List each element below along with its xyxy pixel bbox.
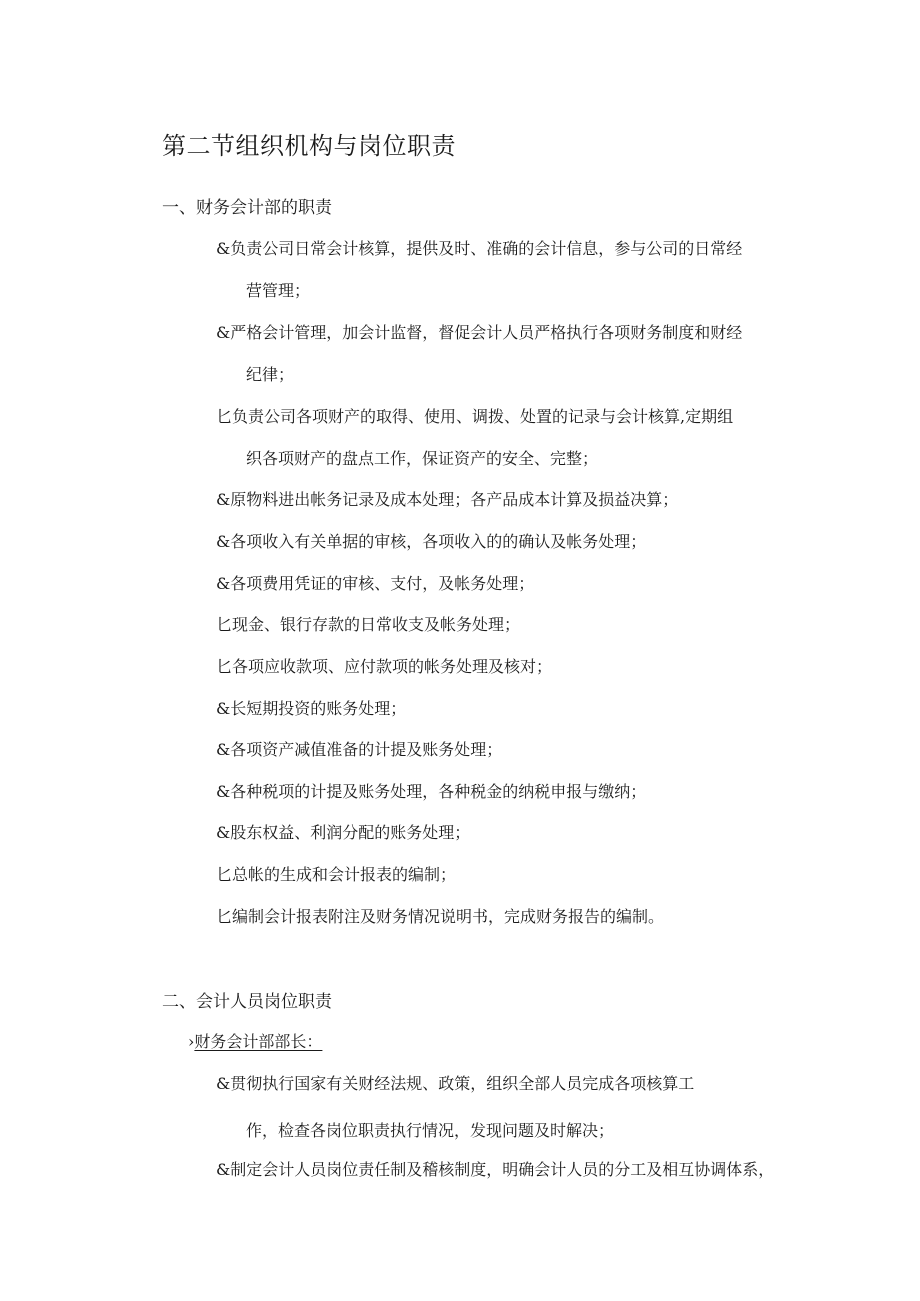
section-heading-finance-dept: 一、财务会计部的职责	[162, 198, 332, 218]
duty-line: 匕各项应收款项、应付款项的帐务处理及核对；	[216, 657, 553, 676]
duty-line: &原物料进出帐务记录及成本处理；各产品成本计算及损益决算；	[216, 490, 679, 509]
duty-line: &严格会计管理，加会计监督，督促会计人员严格执行各项财务制度和财经	[216, 323, 743, 342]
role-marker: ›	[188, 1032, 195, 1051]
duty-line: &各项费用凭证的审核、支付，及帐务处理；	[216, 574, 535, 593]
duty-line: &制定会计人员岗位责任制及稽核制度，明确会计人员的分工及相互协调体系，	[216, 1160, 775, 1179]
duty-line: 匕负责公司各项财产的取得、使用、调拨、处置的记录与会计核算,定期组	[216, 407, 734, 426]
duty-line-continuation: 营管理；	[246, 281, 311, 300]
section-heading-accounting-staff: 二、会计人员岗位职责	[162, 992, 332, 1012]
role-label: 财务会计部部长：	[194, 1032, 323, 1051]
page-title: 第二节组织机构与岗位职责	[162, 132, 456, 160]
duty-line: &贯彻执行国家有关财经法规、政策，组织全部人员完成各项核算工	[216, 1074, 695, 1093]
duty-line: &各种税项的计提及账务处理，各种税金的纳税申报与缴纳；	[216, 782, 647, 801]
duty-line: &各项资产减值准备的计提及账务处理；	[216, 740, 503, 759]
duty-line: 匕现金、银行存款的日常收支及帐务处理；	[216, 615, 521, 634]
duty-line: &各项收入有关单据的审核，各项收入的的确认及帐务处理；	[216, 532, 647, 551]
duty-line: 匕编制会计报表附注及财务情况说明书，完成财务报告的编制。	[216, 907, 665, 926]
duty-line-continuation: 作，检查各岗位职责执行情况，发现问题及时解决；	[246, 1121, 615, 1140]
role-heading	[188, 1029, 322, 1052]
duty-line-continuation: 纪律；	[246, 365, 295, 384]
duty-line: &负责公司日常会计核算，提供及时、准确的会计信息，参与公司的日常经	[216, 239, 743, 258]
duty-line: 匕总帐的生成和会计报表的编制；	[216, 865, 457, 884]
duty-line: &股东权益、利润分配的账务处理；	[216, 823, 471, 842]
duty-line-continuation: 织各项财产的盘点工作，保证资产的安全、完整；	[246, 449, 599, 468]
duty-line: &长短期投资的账务处理；	[216, 699, 407, 718]
